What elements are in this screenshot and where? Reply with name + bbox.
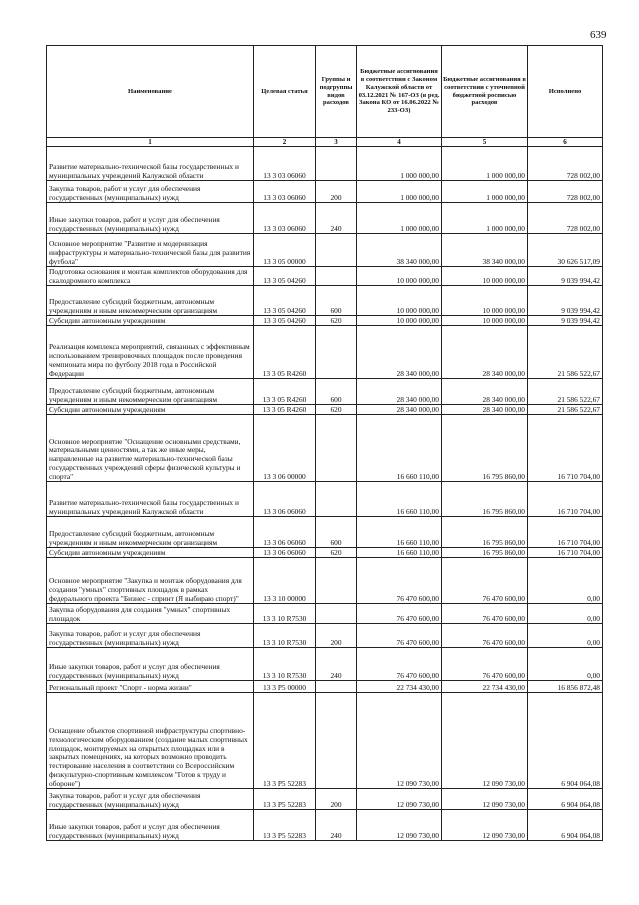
row-group: 240	[316, 648, 357, 681]
row-group: 600	[316, 286, 357, 316]
row-approved: 10 000 000,00	[357, 267, 442, 286]
row-refined: 16 795 860,00	[442, 548, 528, 558]
table-row	[47, 316, 603, 326]
table-row	[47, 681, 603, 693]
row-name: Основное мероприятие "Оснащение основными средствами, материальными ценностями, а так же иные меры, направленные на развитие материально-технической базы государственных учреждений сферы физической культуры и спорта"	[47, 415, 254, 482]
row-group	[316, 681, 357, 693]
row-code: 13 3 06 06060	[254, 482, 316, 517]
row-name: Развитие материально-технической базы государственных и муниципальных учреждений Калужской области	[47, 482, 254, 517]
row-code: 13 3 P5 52283	[254, 810, 316, 841]
row-approved: 28 340 000,00	[357, 405, 442, 415]
row-group	[316, 234, 357, 267]
row-code: 13 3 05 R4260	[254, 326, 316, 379]
row-refined: 76 470 600,00	[442, 624, 528, 648]
row-refined: 38 340 000,00	[442, 234, 528, 267]
row-executed: 21 586 522,67	[528, 405, 603, 415]
row-refined: 76 470 600,00	[442, 604, 528, 624]
row-executed: 6 904 064,08	[528, 693, 603, 789]
row-executed: 30 626 517,09	[528, 234, 603, 267]
row-executed: 16 710 704,00	[528, 548, 603, 558]
header-refined: Бюджетные ассигнования в соответствии с уточненной бюджетной росписью расходов	[442, 46, 528, 138]
row-code: 13 3 05 04260	[254, 286, 316, 316]
row-refined: 1 000 000,00	[442, 181, 528, 203]
row-refined: 12 090 730,00	[442, 789, 528, 810]
row-group	[316, 558, 357, 604]
row-refined: 10 000 000,00	[442, 286, 528, 316]
table-row	[47, 405, 603, 415]
row-group: 600	[316, 517, 357, 548]
column-number: 5	[442, 138, 528, 147]
row-approved: 10 000 000,00	[357, 316, 442, 326]
row-group	[316, 326, 357, 379]
header-code: Целевая статья	[254, 46, 316, 138]
row-code: 13 3 05 04260	[254, 316, 316, 326]
row-refined: 28 340 000,00	[442, 326, 528, 379]
row-approved: 16 660 110,00	[357, 548, 442, 558]
row-code: 13 3 05 00000	[254, 234, 316, 267]
row-refined: 16 795 860,00	[442, 517, 528, 548]
row-executed: 6 904 064,08	[528, 789, 603, 810]
row-approved: 1 000 000,00	[357, 203, 442, 234]
column-number-row	[47, 138, 603, 147]
row-name: Региональный проект "Спорт - норма жизни"	[47, 681, 254, 693]
row-group: 200	[316, 624, 357, 648]
row-group	[316, 415, 357, 482]
table-row	[47, 203, 603, 234]
header-approved: Бюджетные ассигнования в соответствии с Законом Калужской области от 03.12.2021 № 167-ОЗ (в ред. Закона КО от 16.06.2022 № 233-ОЗ)	[357, 46, 442, 138]
header-row	[47, 46, 603, 138]
row-group: 240	[316, 203, 357, 234]
row-executed: 21 586 522,67	[528, 379, 603, 405]
row-group: 600	[316, 379, 357, 405]
row-executed: 21 586 522,67	[528, 326, 603, 379]
row-refined: 12 090 730,00	[442, 810, 528, 841]
header-name: Наименование	[47, 46, 254, 138]
row-executed: 0,00	[528, 648, 603, 681]
row-refined: 10 000 000,00	[442, 316, 528, 326]
row-approved: 76 470 600,00	[357, 648, 442, 681]
row-approved: 12 090 730,00	[357, 693, 442, 789]
row-approved: 38 340 000,00	[357, 234, 442, 267]
row-executed: 16 710 704,00	[528, 482, 603, 517]
row-group	[316, 604, 357, 624]
row-group	[316, 693, 357, 789]
row-name: Развитие материально-технической базы государственных и муниципальных учреждений Калужской области	[47, 147, 254, 181]
row-refined: 1 000 000,00	[442, 147, 528, 181]
row-refined: 22 734 430,00	[442, 681, 528, 693]
table-row	[47, 286, 603, 316]
row-approved: 28 340 000,00	[357, 326, 442, 379]
row-code: 13 3 06 00000	[254, 415, 316, 482]
row-name: Иные закупки товаров, работ и услуг для обеспечения государственных (муниципальных) нужд	[47, 203, 254, 234]
row-group: 200	[316, 789, 357, 810]
row-code: 13 3 03 06060	[254, 147, 316, 181]
row-refined: 16 795 860,00	[442, 415, 528, 482]
row-code: 13 3 06 06060	[254, 548, 316, 558]
row-approved: 76 470 600,00	[357, 624, 442, 648]
row-approved: 1 000 000,00	[357, 181, 442, 203]
row-name: Основное мероприятие "Закупка и монтаж оборудования для создания "умных" спортивных площадок в рамках федерального проекта "Бизнес - спринт (Я выбираю спорт)"	[47, 558, 254, 604]
row-name: Закупка оборудования для создания "умных" спортивных площадок	[47, 604, 254, 624]
row-code: 13 3 05 R4260	[254, 379, 316, 405]
row-refined: 12 090 730,00	[442, 693, 528, 789]
row-group: 620	[316, 405, 357, 415]
table-row	[47, 558, 603, 604]
row-refined: 16 795 860,00	[442, 482, 528, 517]
header-executed: Исполнено	[528, 46, 603, 138]
row-code: 13 3 05 R4260	[254, 405, 316, 415]
table-row	[47, 604, 603, 624]
column-number: 3	[316, 138, 357, 147]
row-executed: 0,00	[528, 624, 603, 648]
row-refined: 76 470 600,00	[442, 558, 528, 604]
column-number: 6	[528, 138, 603, 147]
row-code: 13 3 P5 52283	[254, 789, 316, 810]
row-executed: 16 710 704,00	[528, 415, 603, 482]
row-executed: 6 904 064,08	[528, 810, 603, 841]
row-approved: 16 660 110,00	[357, 482, 442, 517]
row-name: Субсидии автономным учреждениям	[47, 316, 254, 326]
row-approved: 1 000 000,00	[357, 147, 442, 181]
row-code: 13 3 10 R7530	[254, 604, 316, 624]
table-row	[47, 326, 603, 379]
row-code: 13 3 03 06060	[254, 181, 316, 203]
row-executed: 9 039 994,42	[528, 267, 603, 286]
row-executed: 728 002,00	[528, 203, 603, 234]
row-approved: 12 090 730,00	[357, 789, 442, 810]
table-row	[47, 789, 603, 810]
table-row	[47, 517, 603, 548]
row-executed: 0,00	[528, 604, 603, 624]
row-name: Иные закупки товаров, работ и услуг для обеспечения государственных (муниципальных) нужд	[47, 810, 254, 841]
row-code: 13 3 P5 52283	[254, 693, 316, 789]
table-row	[47, 548, 603, 558]
row-group	[316, 267, 357, 286]
row-approved: 28 340 000,00	[357, 379, 442, 405]
table-row	[47, 379, 603, 405]
row-name: Основное мероприятие "Развитие и модернизация инфраструктуры и материально-технической базы для развития футбола"	[47, 234, 254, 267]
row-name: Иные закупки товаров, работ и услуг для обеспечения государственных (муниципальных) нужд	[47, 648, 254, 681]
row-name: Субсидии автономным учреждениям	[47, 405, 254, 415]
row-name: Подготовка основания и монтаж комплектов оборудования для скалодромного комплекса	[47, 267, 254, 286]
table-row	[47, 267, 603, 286]
budget-table	[46, 45, 603, 841]
table-row	[47, 147, 603, 181]
table-row	[47, 415, 603, 482]
row-approved: 10 000 000,00	[357, 286, 442, 316]
row-code: 13 3 03 06060	[254, 203, 316, 234]
column-number: 4	[357, 138, 442, 147]
row-group: 240	[316, 810, 357, 841]
row-code: 13 3 10 00000	[254, 558, 316, 604]
row-refined: 10 000 000,00	[442, 267, 528, 286]
row-group	[316, 147, 357, 181]
row-executed: 9 039 994,42	[528, 286, 603, 316]
row-name: Закупка товаров, работ и услуг для обеспечения государственных (муниципальных) нужд	[47, 789, 254, 810]
table-row	[47, 693, 603, 789]
row-executed: 728 002,00	[528, 181, 603, 203]
row-name: Предоставление субсидий бюджетным, автономным учреждениям и иным некоммерческим организациям	[47, 379, 254, 405]
row-group: 620	[316, 548, 357, 558]
table-row	[47, 810, 603, 841]
table-row	[47, 624, 603, 648]
row-name: Закупка товаров, работ и услуг для обеспечения государственных (муниципальных) нужд	[47, 624, 254, 648]
row-approved: 22 734 430,00	[357, 681, 442, 693]
row-group: 620	[316, 316, 357, 326]
row-name: Предоставление субсидий бюджетным, автономным учреждениям и иным некоммерческим организациям	[47, 517, 254, 548]
row-refined: 1 000 000,00	[442, 203, 528, 234]
row-approved: 16 660 110,00	[357, 415, 442, 482]
header-group: Группы и подгруппы видов расходов	[316, 46, 357, 138]
column-number: 2	[254, 138, 316, 147]
row-code: 13 3 05 04260	[254, 267, 316, 286]
row-executed: 16 856 872,48	[528, 681, 603, 693]
row-name: Субсидии автономным учреждениям	[47, 548, 254, 558]
row-group: 200	[316, 181, 357, 203]
row-refined: 28 340 000,00	[442, 405, 528, 415]
table-row	[47, 482, 603, 517]
row-group	[316, 482, 357, 517]
row-approved: 76 470 600,00	[357, 604, 442, 624]
column-number: 1	[47, 138, 254, 147]
row-code: 13 3 P5 00000	[254, 681, 316, 693]
table-row	[47, 234, 603, 267]
row-approved: 12 090 730,00	[357, 810, 442, 841]
table-body	[47, 138, 603, 841]
row-executed: 0,00	[528, 558, 603, 604]
row-executed: 728 002,00	[528, 147, 603, 181]
row-approved: 76 470 600,00	[357, 558, 442, 604]
row-name: Закупка товаров, работ и услуг для обеспечения государственных (муниципальных) нужд	[47, 181, 254, 203]
row-code: 13 3 10 R7530	[254, 648, 316, 681]
row-approved: 16 660 110,00	[357, 517, 442, 548]
row-executed: 9 039 994,42	[528, 316, 603, 326]
row-code: 13 3 06 06060	[254, 517, 316, 548]
page-number: 639	[590, 29, 607, 41]
row-name: Реализация комплекса мероприятий, связанных с эффективным использованием тренировочных площадок после проведения чемпионата мира по футболу 2018 года в Российской Федерации	[47, 326, 254, 379]
row-name: Предоставление субсидий бюджетным, автономным учреждениям и иным некоммерческим организациям	[47, 286, 254, 316]
row-code: 13 3 10 R7530	[254, 624, 316, 648]
row-name: Оснащение объектов спортивной инфраструктуры спортивно-технологическим оборудованием (создание малых спортивных площадок, монтируемых на открытых площадках или в закрытых помещениях, на которых возможно проводить тестирование населения в соответствии со Всероссийским физкультурно-спортивным комплексом "Готов к труду и обороне")	[47, 693, 254, 789]
row-refined: 28 340 000,00	[442, 379, 528, 405]
table-row	[47, 181, 603, 203]
row-refined: 76 470 600,00	[442, 648, 528, 681]
table-row	[47, 648, 603, 681]
row-executed: 16 710 704,00	[528, 517, 603, 548]
